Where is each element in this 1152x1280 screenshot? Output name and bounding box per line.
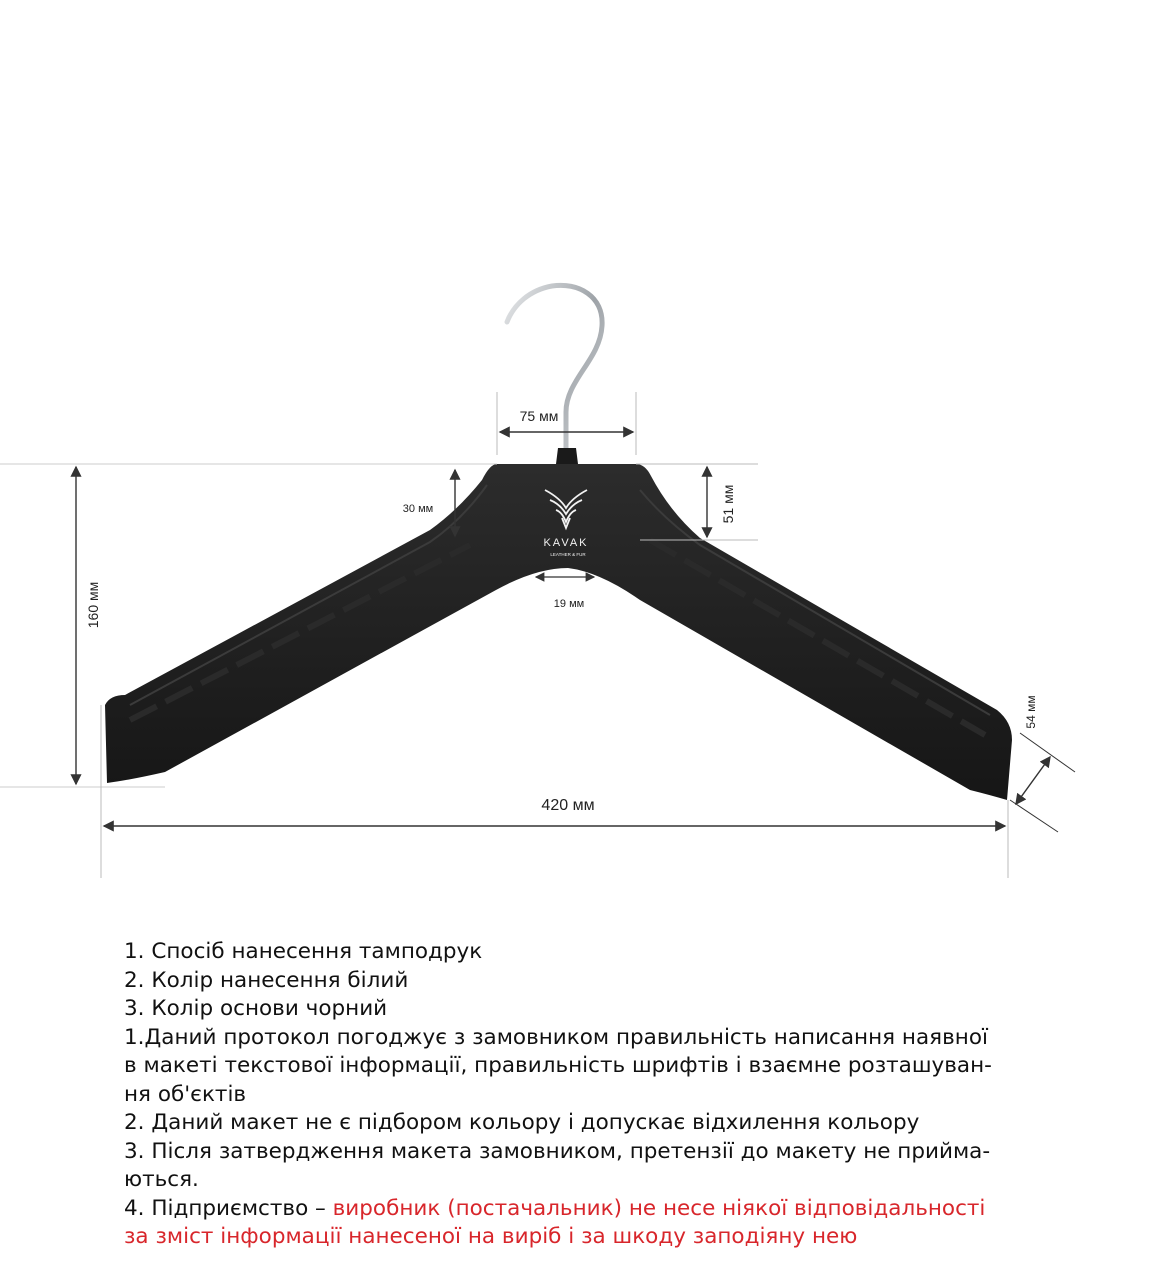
hanger-body <box>105 464 1012 800</box>
spec-base-color: 3. Колір основи чорний <box>124 996 388 1021</box>
term-1-line-3: ня об'єктів <box>124 1081 247 1107</box>
term-2: 2. Даний макет не є підбором кольору і допускає відхилення кольору <box>124 1110 920 1135</box>
term-1-line-2: в макеті текстової інформації, правильність шрифтів і взаємне розташуван- <box>124 1053 992 1078</box>
brand-subtitle: LEATHER & FUR <box>550 552 586 557</box>
term-4-line-1 <box>124 1195 1084 1224</box>
svg-text:75 мм: 75 мм <box>519 408 559 424</box>
notes-block <box>124 938 1084 1252</box>
spec-method: 1. Спосіб нанесення тамподрук <box>124 939 483 964</box>
dim-neck-width <box>536 577 594 610</box>
brand-name: KAVAK <box>543 537 589 549</box>
svg-text:420 мм: 420 мм <box>541 797 595 814</box>
hook-collar <box>556 448 578 464</box>
term-4-disclaimer: виробник (постачальник) не несе ніякої відповідальності <box>332 1195 986 1221</box>
term-3-line-2: ються. <box>124 1167 199 1192</box>
svg-text:51 мм: 51 мм <box>720 484 736 524</box>
metal-hook <box>507 285 602 464</box>
term-3-line-1: 3. Після затвердження макета замовником, претензії до макету не прийма- <box>124 1138 991 1164</box>
svg-text:30 мм: 30 мм <box>402 503 434 515</box>
term-4-line-2: за зміст інформації нанесеної на виріб і за шкоду заподіяну нею <box>124 1224 858 1249</box>
svg-text:19 мм: 19 мм <box>553 598 585 610</box>
svg-text:54 мм: 54 мм <box>1024 695 1038 729</box>
spec-print-color: 2. Колір нанесення білий <box>124 967 409 993</box>
dim-shoulder-thickness <box>1010 695 1075 832</box>
term-1-line-1: 1.Даний протокол погоджує з замовником правильність написання наявної <box>124 1024 988 1050</box>
term-4-prefix: 4. Підприємство – <box>124 1195 333 1221</box>
svg-text:160 мм: 160 мм <box>85 581 101 629</box>
